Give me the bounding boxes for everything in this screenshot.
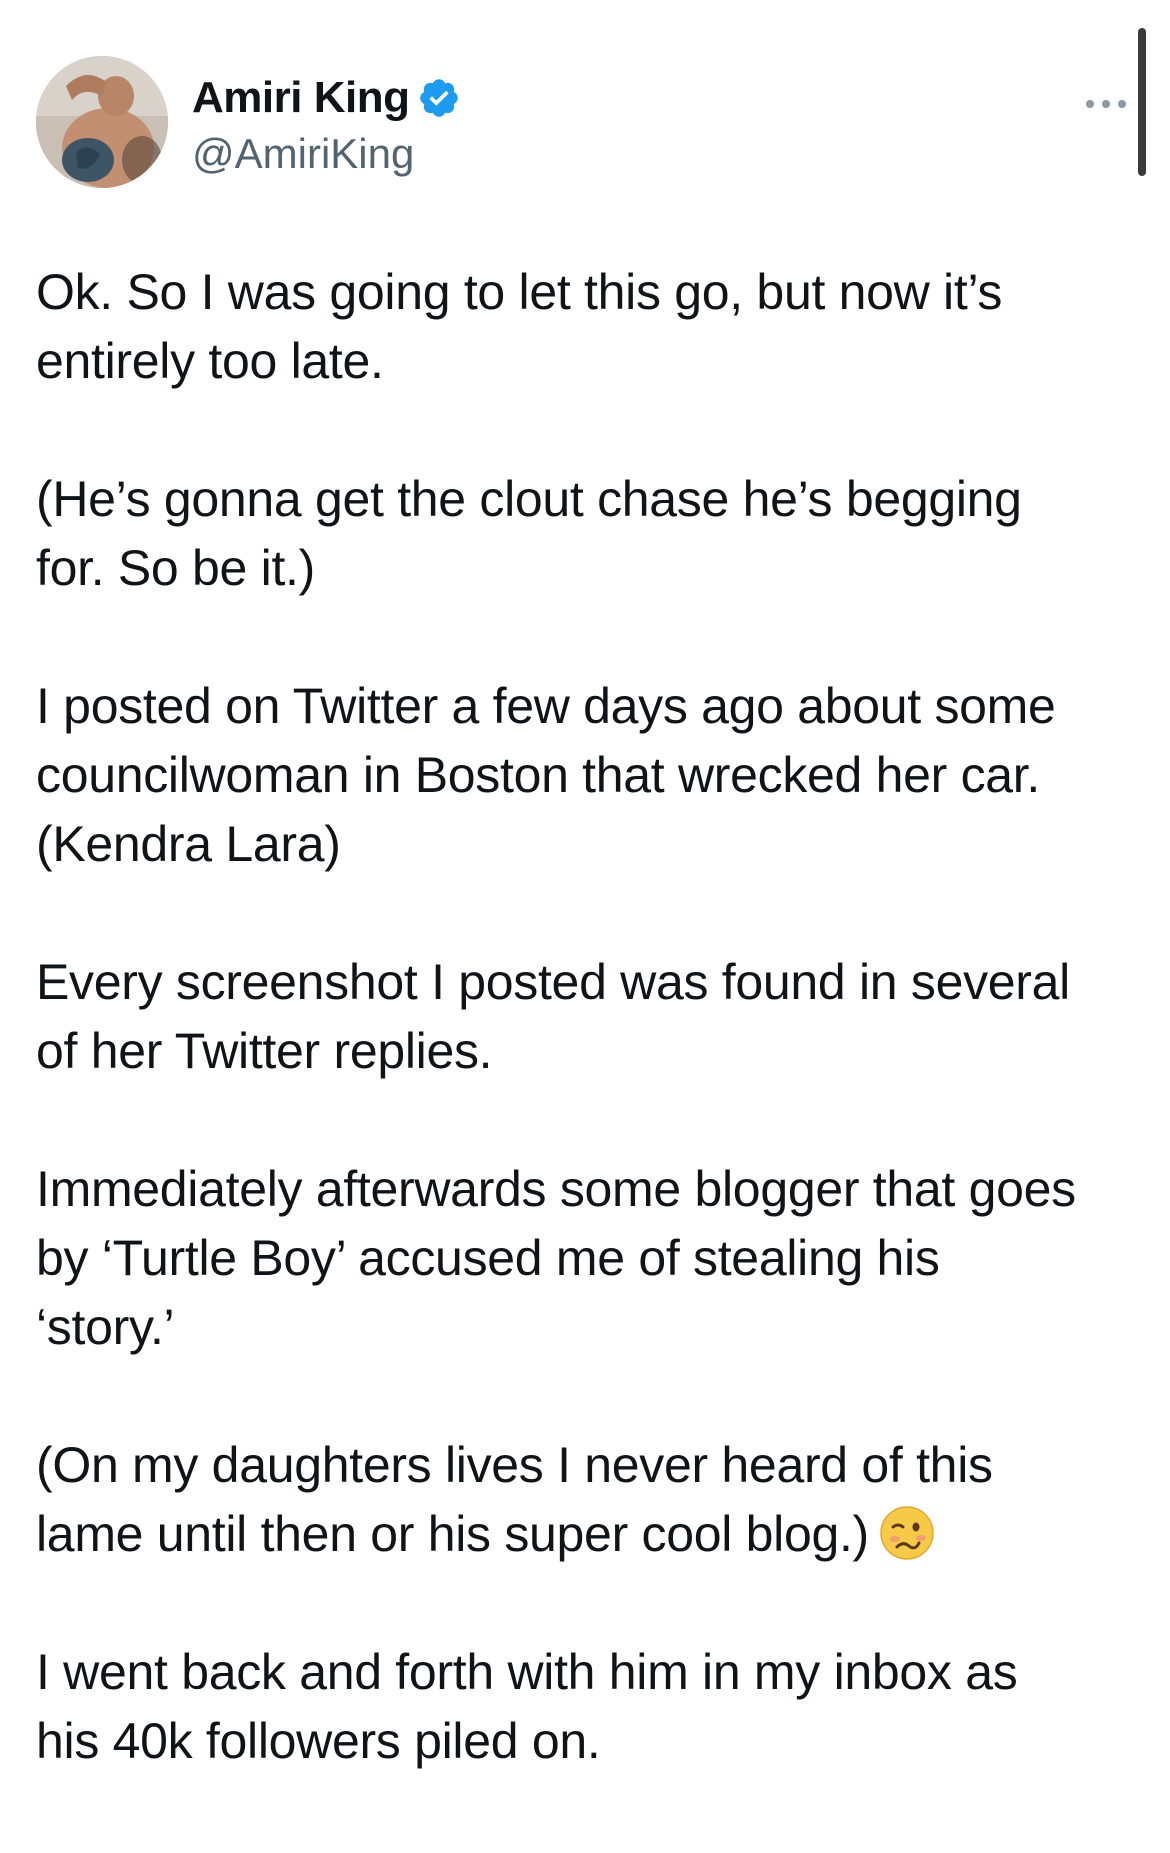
woozy-face-emoji-icon [879, 1505, 935, 1561]
verified-badge-icon[interactable] [417, 76, 461, 120]
tweet-paragraph-1: Ok. So I was going to let this go, but now it’s entirely too late. [36, 264, 1003, 389]
tweet-paragraph-4: Every screenshot I posted was found in several of her Twitter replies. [36, 954, 1070, 1079]
tweet-paragraph-3: I posted on Twitter a few days ago about some councilwoman in Boston that wrecked her car. (Kendra Lara) [36, 678, 1056, 872]
scrollbar[interactable] [1138, 28, 1146, 176]
author-names [192, 70, 461, 182]
tweet-text [36, 258, 1136, 1845]
tweet-header [36, 56, 1116, 192]
tweet-paragraph-6 [36, 1431, 1136, 1569]
handle[interactable]: @AmiriKing [192, 130, 415, 177]
avatar[interactable] [36, 56, 168, 188]
tweet-paragraph-6-text: (On my daughters lives I never heard of this lame until then or his super cool blog.) [36, 1437, 993, 1562]
tweet-paragraph-5: Immediately afterwards some blogger that goes by ‘Turtle Boy’ accused me of stealing his ‘story.’ [36, 1161, 1076, 1355]
tweet-paragraph-7: I went back and forth with him in my inbox as his 40k followers piled on. [36, 1644, 1018, 1769]
tweet-paragraph-2: (He’s gonna get the clout chase he’s begging for. So be it.) [36, 471, 1022, 596]
display-name[interactable]: Amiri King [192, 73, 410, 122]
more-horizontal-icon[interactable] [1076, 84, 1136, 124]
display-name-row [192, 70, 461, 126]
